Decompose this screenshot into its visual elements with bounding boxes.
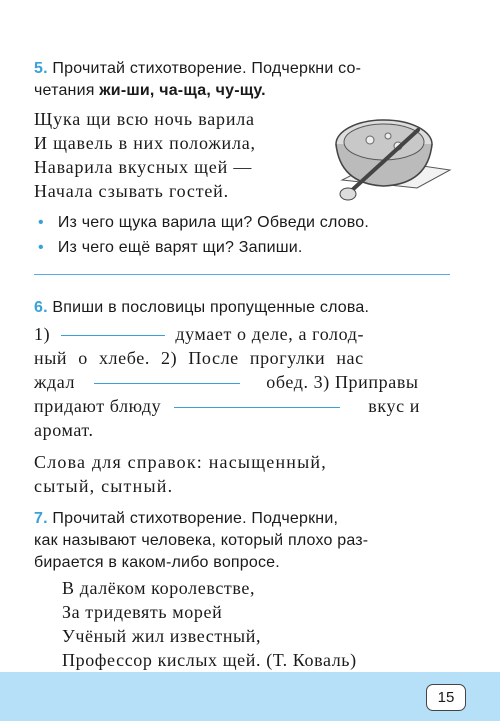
fill-blank[interactable] [61,334,165,336]
reference-words [34,450,464,498]
page-footer [0,672,500,721]
proverb-text: думает о деле, а голод- [175,324,365,344]
poem-line: Щука щи всю ночь варила [34,109,255,129]
proverb-text: аромат. [34,420,94,440]
poem-line: Профессор кислых щей. (Т. Коваль) [62,650,357,670]
question-item [34,210,454,235]
poem-line: И щавель в них положила, [34,133,256,153]
proverb-text: обед. 3) Приправы [266,372,419,392]
task-text: как называют человека, который плохо раз- [34,532,369,549]
proverb-text: ный о хлебе. 2) После прогулки нас [34,348,364,368]
task-number: 7. [34,510,48,527]
proverb-text: вкус и [368,396,421,416]
proverb-text: придают блюду [34,396,162,416]
task-6-proverbs [34,322,464,442]
page-number: 15 [426,684,466,711]
task-text: бирается в каком-либо вопросе. [34,554,280,571]
poem-line: Начала сзывать гостей. [34,181,229,201]
task-text: Прочитай стихотворение. Подчеркни со- [47,60,362,77]
task-5-intro [34,58,454,102]
proverb-text: ждал [34,372,76,392]
task-text: четания [34,82,100,99]
bullet-icon: • [38,214,44,231]
soup-pot-illustration [322,100,452,205]
question-item [34,235,454,260]
bullet-icon: • [38,239,44,256]
answer-line[interactable] [34,274,450,275]
letter-combinations: жи-ши, ча-ща, чу-щу. [99,82,266,99]
fill-blank[interactable] [94,382,240,384]
task-7-poem [62,576,462,672]
proverb-text: 1) [34,324,51,344]
fill-blank[interactable] [174,406,340,408]
poem-line: За тридевять морей [62,602,223,622]
question-text: Из чего ещё варят щи? Запиши. [57,239,303,256]
task-5-questions [34,210,454,260]
task-text: Впиши в пословицы пропущенные слова. [47,299,370,316]
task-number: 6. [34,299,48,316]
task-5-poem [34,107,324,203]
poem-line: Учёный жил известный, [62,626,262,646]
reference-text: Слова для справок: насыщенный, [34,452,327,472]
reference-text: сытый, сытный. [34,476,174,496]
task-7-intro [34,508,464,574]
task-number: 5. [34,60,48,77]
poem-line: В далёком королевстве, [62,578,256,598]
task-text: Прочитай стихотворение. Подчеркни, [47,510,339,527]
task-6-intro [34,297,454,319]
question-text: Из чего щука варила щи? Обведи слово. [57,214,370,231]
poem-line: Наварила вкусных щей — [34,157,253,177]
